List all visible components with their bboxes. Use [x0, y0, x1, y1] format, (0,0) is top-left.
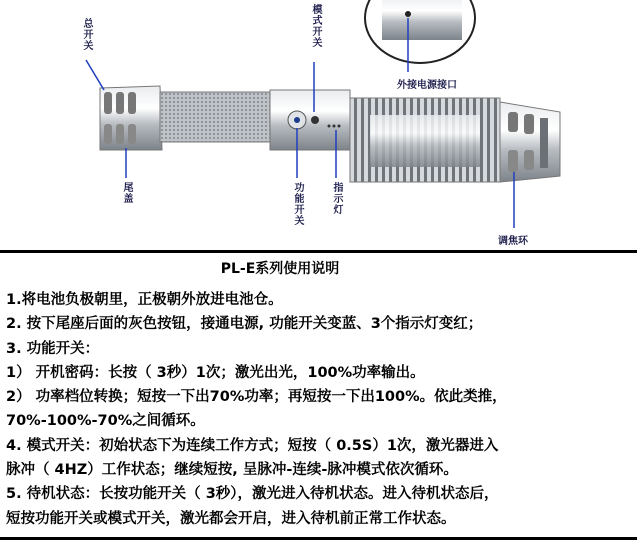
tail-cap-label: 尾盖: [121, 182, 132, 204]
manual-line: 1.将电池负极朝里，正极朝外放进电池仓。: [6, 292, 283, 308]
manual-title: PL-E系列使用说明: [220, 261, 340, 277]
manual-line: 短按功能开关或模式开关，激光都会开启，进入待机前正常工作状态。: [6, 510, 456, 527]
manual-line: 脉冲（ 4HZ）工作状态；继续短按, 呈脉冲-连续-脉冲模式依次循环。: [6, 462, 458, 479]
manual-line: 2） 功率档位转换；短按一下出70%功率；再短按一下出100%。依此类推，: [6, 389, 507, 406]
manual-line: 1） 开机密码：长按（ 3秒）1次；激光出光，100%功率输出。: [6, 364, 425, 381]
manual-line: 2. 按下尾座后面的灰色按钮，接通电源, 功能开关变蓝、3个指示灯变红；: [6, 316, 483, 333]
manual-text: [6, 288, 634, 531]
switch-body: [270, 90, 350, 150]
mode-switch-label: 模式开关: [310, 4, 321, 48]
manual-line: 4. 模式开关：初始状态下为连续工作方式；短按（ 0.5S）1次，激光器进入: [6, 437, 499, 454]
manual-line: 70%-100%-70%之间循环。: [6, 413, 205, 430]
knurled-grip: [160, 92, 270, 142]
laser-diagram: [0, 0, 637, 250]
external-power-label: 外接电源接口: [397, 80, 457, 91]
power-port-inset: [365, 0, 475, 63]
top-divider: [0, 250, 637, 253]
manual-line: 3. 功能开关：: [6, 340, 100, 357]
manual-line: 5. 待机状态：长按功能开关（ 3秒），激光进入待机状态。进入待机状态后，: [6, 486, 499, 503]
bottom-divider: [0, 537, 637, 540]
focus-ring-label: 调焦环: [498, 236, 528, 247]
mode-switch-button[interactable]: [311, 116, 319, 124]
indicator-label: 指示灯: [331, 182, 342, 215]
tail-cap: [100, 86, 162, 150]
main-switch-label: 总开关: [81, 18, 92, 51]
function-switch-label: 功能开关: [292, 182, 303, 226]
focus-ring: [500, 102, 560, 182]
